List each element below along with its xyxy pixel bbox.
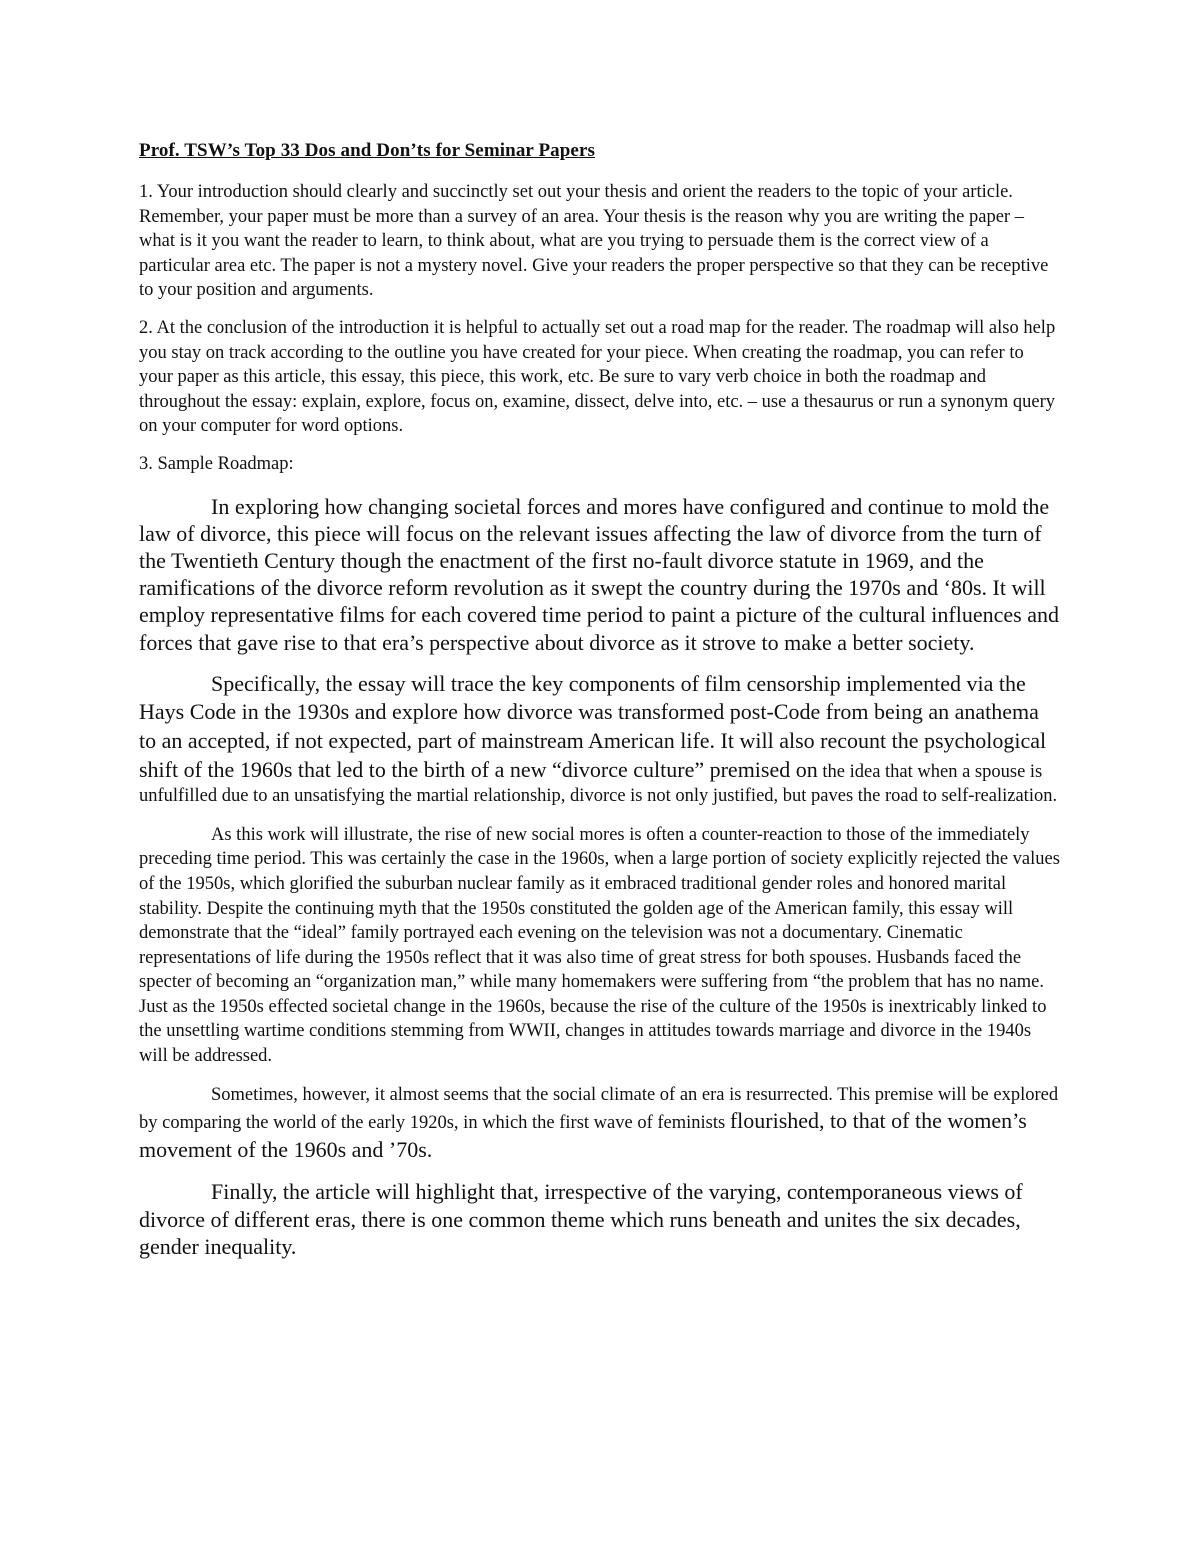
item-3-heading: 3. Sample Roadmap: xyxy=(139,453,294,474)
roadmap-paragraph-4-tail: flourished, to that of the women’s movement of the 1960s and ’70s. xyxy=(139,1108,1027,1162)
document-page xyxy=(139,138,1061,1272)
item-2-paragraph: 2. At the conclusion of the introduction it is helpful to actually set out a road map for the reader. The roadmap will also help you stay on track according to the outline you have created for your piece. When creating the roadmap, you can refer to your paper as this article, this essay, this piece, this work, etc. Be sure to vary verb choice in both the roadmap and throughout the essay: explain, explore, focus on, examine, dissect, delve into, etc. – use a thesaurus or run a synonym query on your computer for word options. xyxy=(139,317,1056,437)
item-1-paragraph: 1. Your introduction should clearly and succinctly set out your thesis and orient the readers to the topic of your article. Remember, your paper must be more than a survey of an area. Your thesis is the reason why you are writing the paper – what is it you want the reader to learn, to think about, what are you trying to persuade them is the correct view of a particular area etc. The paper is not a mystery novel. Give your readers the proper perspective so that they can be receptive to your position and arguments. xyxy=(139,182,1049,301)
roadmap-paragraph-1: In exploring how changing societal forces and mores have configured and continue to mold the law of divorce, this piece will focus on the relevant issues affecting the law of divorce from the turn of the Twentieth Century though the enactment of the first no-fault divorce statute in 1969, and the ramifications of the divorce reform revolution as it swept the country during the 1970s and ‘80s. It will employ representative films for each covered time period to paint a picture of the cultural influences and forces that gave rise to that era’s perspective about divorce as it strove to make a better society. xyxy=(139,493,1059,655)
roadmap-paragraph-4-lead: Sometimes, however, it almost seems that the social climate of an era is resurrected. This premise will be explored by comparing the world of the early 1920s, in which the first wave of feminists xyxy=(139,1084,1059,1134)
roadmap-paragraph-2-lead: Specifically, the essay will trace the key components of film censorship implemented via the Hays Code in the 1930s and explore how divorce was transformed post-Code from being an anathema to an accepted, if not expected, part of mainstream American life. It will also recount the psychological shift of the 1960s that led to the birth of a new “divorce culture” premised on xyxy=(139,670,1047,782)
roadmap-paragraph-4 xyxy=(139,1083,1061,1165)
roadmap-paragraph-5: Finally, the article will highlight that, irrespective of the varying, contemporaneous views of divorce of different eras, there is one common theme which runs beneath and unites the six decades, gender inequality. xyxy=(139,1179,1023,1259)
roadmap-paragraph-2 xyxy=(139,670,1061,809)
roadmap-paragraph-3: As this work will illustrate, the rise of new social mores is often a counter-reaction to those of the immediately preceding time period. This was certainly the case in the 1960s, when a large portion of society explicitly rejected the values of the 1950s, which glorified the suburban nuclear family as it embraced traditional gender roles and honored marital stability. Despite the continuing myth that the 1950s constituted the golden age of the American family, this essay will demonstrate that the “ideal” family portrayed each evening on the television was not a documentary. Cinematic representations of life during the 1950s reflect that it was also time of great stress for both spouses. Husbands faced the specter of becoming an “organization man,” while many homemakers were suffering from “the problem that has no name. Just as the 1950s effected societal change in the 1960s, because the rise of the culture of the 1950s is inextricably linked to the unsettling wartime conditions stemming from WWII, changes in attitudes towards marriage and divorce in the 1940s will be addressed. xyxy=(139,824,1060,1067)
document-title: Prof. TSW’s Top 33 Dos and Don’ts for Seminar Papers xyxy=(139,140,595,161)
roadmap-paragraph-2-tail: the idea that when a spouse is unfulfilled due to an unsatisfying the martial relationship, divorce is not only justified, but paves the road to self-realization. xyxy=(139,761,1058,807)
